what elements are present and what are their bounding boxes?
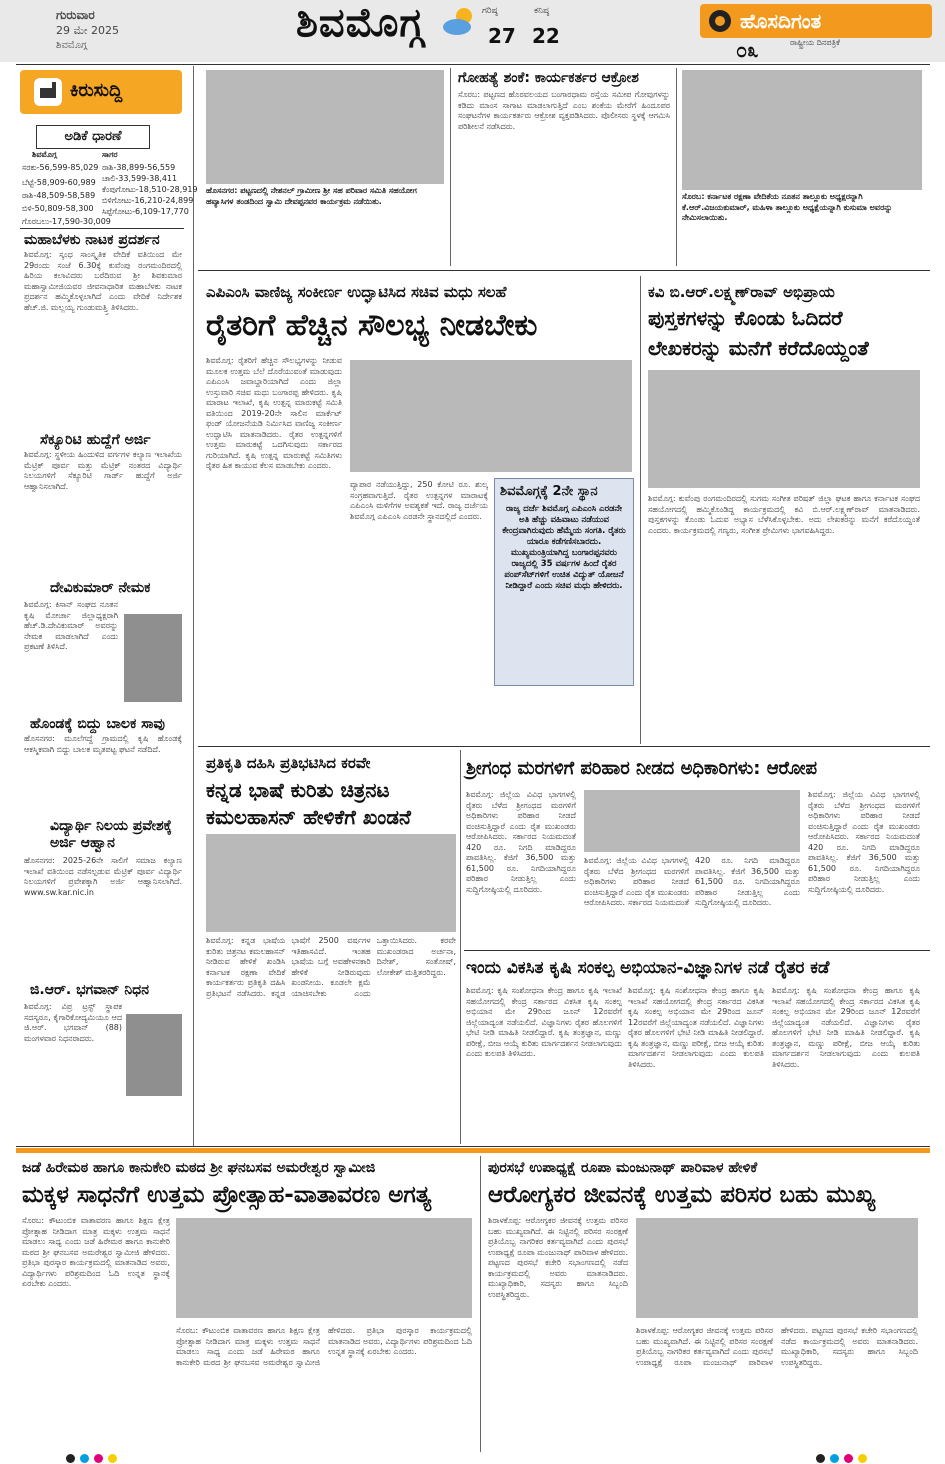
story-body: ಶಿವಮೊಗ್ಗ: ಕುವೆಂಪು ರಂಗಮಂದಿರದಲ್ಲಿ ಸುಗಮ ಸಂಗೀತ ಪರಿಷತ್ ಜಿಲ್ಲಾ ಘಟಕ ಹಾಗೂ ಕರ್ನಾಟಕ ಸಂಘದ ಸಹಯೋಗದಲ್ಲಿ ಹಮ್ಮಿಕೊಂಡಿದ್ದ ಕಾರ್ಯಕ್ರಮದಲ್ಲಿ ಕವಿ ಬಿ.ಆರ್.ಲಕ್ಷ್ಮಣ್‌ರಾವ್ ಮಾತನಾಡಿದರು. ಪುಸ್ತಕಗಳನ್ನು ಕೊಂಡು ಓದುವ ಅಭ್ಯಾಸ ಬೆಳೆಸಿಕೊಳ್ಳಬೇಕು. ಅದು ಲೇಖಕರನ್ನು ಮನೆಗೆ ಕರೆದೊಯ್ದಂತೆ ಎಂದರು. ಕಾರ್ಯಕ್ರಮದಲ್ಲಿ ಗಣ್ಯರು, ಸಂಗೀತ ಪ್ರೇಮಿಗಳು ಭಾಗವಹಿಸಿದ್ದರು. <box>648 494 920 535</box>
photo-caption: ಹೊಸನಗರ: ಪಟ್ಟಣದಲ್ಲಿ ನೇಶನಲ್ ಗ್ರಾಮೀಣ ಶ್ರೀ ಸಹ ಪರಿವಾರ ಸಮಿತಿ ಸಹಯೋಗ ಹವ್ಯಾಸಿಗಳ ತಂಡದಿಂದ ಸ್ವಾಮಿ ದೇವಪ್ಪನವರ ಕಾರ್ಯಕ್ರಮ ನಡೆಯಿತು. <box>206 186 417 206</box>
brief-title: ಹೊಂಡಕ್ಕೆ ಬಿದ್ದು ಬಾಲಕ ಸಾವು <box>30 716 165 732</box>
registration-dot <box>858 1454 867 1463</box>
story-body: ಶಿವಮೊಗ್ಗ: ಕನ್ನಡ ಭಾಷೆಯ ಕುರಿತು ಚಿತ್ರನಟ ಕಮಲಹಾಸನ್ ನೀಡಿರುವ ಹೇಳಿಕೆ ಖಂಡಿಸಿ ಕರ್ನಾಟಕ ರಕ್ಷಣಾ ವೇದಿಕೆ ಕಾರ್ಯಕರ್ತರು ಪ್ರತಿಕೃತಿ ದಹಿಸಿ ಪ್ರತಿಭಟನೆ ನಡೆಸಿದರು. ಕನ್ನಡ ಭಾಷೆಗೆ 2500 ವರ್ಷಗಳ ಇತಿಹಾಸವಿದೆ. ಇಂತಹ ಭಾಷೆಯ ಬಗ್ಗೆ ಅವಹೇಳನಕಾರಿ ಹೇಳಿಕೆ ನೀಡಿರುವುದು ಖಂಡನೀಯ. ಕೂಡಲೇ ಕ್ಷಮೆ ಯಾಚಿಸಬೇಕು ಎಂದು ಒತ್ತಾಯಿಸಿದರು. ಕರವೇ ಮುಖಂಡರಾದ ಅರ್ಚನಾ, ದಿನೇಶ್, ಸಂತೋಷ್, ಲೋಕೇಶ್ ಮತ್ತಿತರರಿದ್ದರು. <box>206 936 456 998</box>
story-body-continued: ಶಿವಮೊಗ್ಗ: ಕೃಷಿ ಸಂಶೋಧನಾ ಕೇಂದ್ರ ಹಾಗೂ ಕೃಷಿ ಇಲಾಖೆ ಸಹಯೋಗದಲ್ಲಿ ಕೇಂದ್ರ ಸರ್ಕಾರದ ವಿಕಸಿತ ಕೃಷಿ ಸಂಕಲ್ಪ ಅಭಿಯಾನ ಮೇ 29ರಿಂದ ಜೂನ್ 12ರವರೆಗೆ ಜಿಲ್ಲೆಯಾದ್ಯಂತ ನಡೆಯಲಿದೆ. ವಿಜ್ಞಾನಿಗಳು ರೈತರ ಹೊಲಗಳಿಗೆ ಭೇಟಿ ನೀಡಿ ಮಾಹಿತಿ ನೀಡಲಿದ್ದಾರೆ. ಕೃಷಿ ತಂತ್ರಜ್ಞಾನ, ಮಣ್ಣು ಪರೀಕ್ಷೆ, ಬೀಜ ಆಯ್ಕೆ ಕುರಿತು ಮಾರ್ಗದರ್ಶನ ನೀಡಲಾಗುವುದು ಎಂದು ಕುಲಪತಿ ತಿಳಿಸಿದರು. <box>628 986 764 1069</box>
story-kicker: ಪ್ರತಿಕೃತಿ ದಹಿಸಿ ಪ್ರತಿಭಟಿಸಿದ ಕರವೇ <box>206 754 371 772</box>
highlight-box-title: ಶಿವಮೊಗ್ಗಕ್ಕೆ 2ನೇ ಸ್ಥಾನ <box>500 484 598 499</box>
story-headline: ಮಕ್ಕಳ ಸಾಧನೆಗೆ ಉತ್ತಮ ಪ್ರೋತ್ಸಾಹ-ವಾತಾವರಣ ಅಗತ್ಯ <box>22 1182 432 1208</box>
registration-dot <box>844 1454 853 1463</box>
registration-dot <box>108 1454 117 1463</box>
column-rule <box>640 276 641 744</box>
brief-body: ಶಿವಮೊಗ್ಗ: ಸ್ಕಂಧ ಸಾಂಸ್ಕೃತಿಕ ವೇದಿಕೆ ವತಿಯಿಂದ ಮೇ 29ರಂದು ಸಂಜೆ 6.30ಕ್ಕೆ ಕುವೆಂಪು ರಂಗಮಂದಿರದಲ್ಲಿ ಹಿರಿಯ ಕಲಾವಿದರು ಬರೆದಿರುವ ಶ್ರೀ ಶಿವಕುಮಾರ ಮಹಾಸ್ವಾಮೀಜಿಯವರ ಜೀವನಾಧಾರಿತ ಮಹಾಬೆಳಕು ನಾಟಕ ಪ್ರದರ್ಶನ ಹಮ್ಮಿಕೊಳ್ಳಲಾಗಿದೆ ಎಂದು ವೇದಿಕೆ ನಿರ್ದೇಶಕ ಹೆಚ್.ಜಿ. ಮಲ್ಲಯ್ಯ ಗುಂಡುಮತ್ತ್ತಿ ತಿಳಿಸಿದರು. <box>24 250 182 312</box>
story-headline: ರೈತರಿಗೆ ಹೆಚ್ಚಿನ ಸೌಲಭ್ಯ ನೀಡಬೇಕು <box>206 308 538 343</box>
brief-body: ಶಿವಮೊಗ್ಗ: ಕಿಸಾನ್ ಸಂಘದ ನೂತನ ಕೃಷಿ ಮೋರ್ಚಾ ಜಿಲ್ಲಾಧ್ಯಕ್ಷರಾಗಿ ಹೆಚ್.ಡಿ.ದೇವಿಕುಮಾರ್ ಅವರನ್ನು ನೇಮಕ ಮಾಡಲಾಗಿದೆ ಎಂದು ಪ್ರಕಟಣೆ ತಿಳಿಸಿದೆ. <box>24 600 118 651</box>
story-body-continued: ಸೊರಬ: ಕೌಟುಂಬಿಕ ವಾತಾವರಣ ಹಾಗೂ ಶಿಕ್ಷಣ ಕ್ಷೇತ್ರ ಪ್ರೋತ್ಸಾಹ ನೀಡಿದಾಗ ಮಾತ್ರ ಮಕ್ಕಳು ಉತ್ತಮ ಸಾಧನೆ ಮಾಡಲು ಸಾಧ್ಯ ಎಂದು ಜಡೆ ಹಿರೇಮಠ ಹಾಗೂ ಕಾನುಕೇರಿ ಮಠದ ಶ್ರೀ ಘನಬಸವ ಅಮರೇಶ್ವರ ಸ್ವಾಮೀಜಿ ಹೇಳಿದರು. ಪ್ರತಿಭಾ ಪುರಸ್ಕಾರ ಕಾರ್ಯಕ್ರಮದಲ್ಲಿ ಮಾತನಾಡಿದ ಅವರು, ವಿದ್ಯಾರ್ಥಿಗಳು ಪರಿಶ್ರಮದಿಂದ ಓದಿ ಉನ್ನತ ಸ್ಥಾನಕ್ಕೆ ಏರಬೇಕು ಎಂದರು. <box>176 1326 472 1367</box>
person-photo <box>126 1014 182 1096</box>
story-headline: ಆರೋಗ್ಯಕರ ಜೀವನಕ್ಕೆ ಉತ್ತಮ ಪರಿಸರ ಬಹು ಮುಖ್ಯ <box>488 1182 876 1208</box>
market-a-2: ರಾಶಿ-48,509-58,589 <box>22 191 96 200</box>
event-photo <box>176 1218 472 1318</box>
pointing-hand-icon <box>30 74 66 110</box>
protest-photo <box>206 834 456 932</box>
story-kicker: ಜಡೆ ಹಿರೇಮಠ ಹಾಗೂ ಕಾನುಕೇರಿ ಮಠದ ಶ್ರೀ ಘನಬಸವ ಅಮರೇಶ್ವರ ಸ್ವಾಮೀಜಿ <box>22 1160 376 1176</box>
registration-dot <box>66 1454 75 1463</box>
brief-body: ಶಿವಮೊಗ್ಗ: ಸ್ಥಳೀಯ ಹಿಂದುಳಿದ ವರ್ಗಗಳ ಕಲ್ಯಾಣ ಇಲಾಖೆಯ ಮೆಟ್ರಿಕ್ ಪೂರ್ವ ಮತ್ತು ಮೆಟ್ರಿಕ್ ನಂತರದ ವಿದ್ಯಾರ್ಥಿ ನಿಲಯಗಳಿಗೆ ಸೆಕ್ಯೂರಿಟಿ ಗಾರ್ಡ್ ಹುದ್ದೆಗೆ ಅರ್ಜಿ ಆಹ್ವಾನಿಸಲಾಗಿದೆ. <box>24 450 182 491</box>
section-bar <box>16 1148 930 1153</box>
story-body-continued: ವ್ಯಾಪಾರ ನಡೆಯುತ್ತಿದ್ದು, 250 ಕೋಟಿ ರೂ. ಶುಲ್ಕ ಸಂಗ್ರಹವಾಗುತ್ತಿದೆ. ರೈತರ ಉತ್ಪನ್ನಗಳ ಮಾರಾಟಕ್ಕೆ ಎಪಿಎಂಸಿ ಮಳಿಗೆಗಳ ಅವಶ್ಯಕತೆ ಇದೆ. ರಾಜ್ಯ ದರ್ಜೆಯ ಶಿವಮೊಗ್ಗ ಎಪಿಎಂಸಿ ಎರಡನೇ ಸ್ಥಾನದಲ್ಲಿದೆ ಎಂದರು. <box>350 480 488 521</box>
header-date: 29 ಮೇ 2025 <box>56 24 120 37</box>
weather-cloud-icon <box>440 6 478 38</box>
event-photo <box>636 1218 918 1318</box>
market-a-name: ಶಿವಮೊಗ್ಗ <box>32 150 57 159</box>
story-body-continued: ಶಿವಮೊಗ್ಗ: ಜಿಲ್ಲೆಯ ವಿವಿಧ ಭಾಗಗಳಲ್ಲಿ ರೈತರು ಬೆಳೆದ ಶ್ರೀಗಂಧದ ಮರಗಳಿಗೆ ಅಧಿಕಾರಿಗಳು ಪರಿಹಾರ ನೀಡದೆ ವಂಚಿಸುತ್ತಿದ್ದಾರೆ ಎಂದು ರೈತ ಮುಖಂಡರು ಆರೋಪಿಸಿದರು. ಸರ್ಕಾರದ ನಿಯಮದಂತೆ 420 ರೂ. ನಿಗದಿ ಮಾಡಿದ್ದರೂ ಪಾವತಿಸಿಲ್ಲ. ಕೆಜಿಗೆ 36,500 ಮತ್ತು 61,500 ರೂ. ನಿಗದಿಯಾಗಿದ್ದರೂ ಪರಿಹಾರ ನೀಡುತ್ತಿಲ್ಲ ಎಂದು ಸುದ್ದಿಗೋಷ್ಠಿಯಲ್ಲಿ ದೂರಿದರು. <box>808 790 920 894</box>
registration-dot <box>94 1454 103 1463</box>
section-rule <box>198 270 930 271</box>
market-b-0: ರಾಶಿ-38,899-56,559 <box>102 163 176 172</box>
event-photo <box>584 790 800 852</box>
market-rule <box>20 228 184 229</box>
story-body: ಶಿವಮೊಗ್ಗ: ಜಿಲ್ಲೆಯ ವಿವಿಧ ಭಾಗಗಳಲ್ಲಿ ರೈತರು ಬೆಳೆದ ಶ್ರೀಗಂಧದ ಮರಗಳಿಗೆ ಅಧಿಕಾರಿಗಳು ಪರಿಹಾರ ನೀಡದೆ ವಂಚಿಸುತ್ತಿದ್ದಾರೆ ಎಂದು ರೈತ ಮುಖಂಡರು ಆರೋಪಿಸಿದರು. ಸರ್ಕಾರದ ನಿಯಮದಂತೆ 420 ರೂ. ನಿಗದಿ ಮಾಡಿದ್ದರೂ ಪಾವತಿಸಿಲ್ಲ. ಕೆಜಿಗೆ 36,500 ಮತ್ತು 61,500 ರೂ. ನಿಗದಿಯಾಗಿದ್ದರೂ ಪರಿಹಾರ ನೀಡುತ್ತಿಲ್ಲ ಎಂದು ಸುದ್ದಿಗೋಷ್ಠಿಯಲ್ಲಿ ದೂರಿದರು. <box>466 790 576 894</box>
brief-title: ಜಿ.ಆರ್. ಭಗವಾನ್ ನಿಧನ <box>30 982 149 998</box>
brief-title: ದೇವಿಕುಮಾರ್ ನೇಮಕ <box>50 580 151 596</box>
market-a-1: ಬೆಟ್ಟೆ-58,909-60,989 <box>22 178 96 187</box>
market-b-1: ಚಾಲಿ-33,599-38,411 <box>102 174 178 183</box>
story-headline: ಶ್ರೀಗಂಧ ಮರಗಳಿಗೆ ಪರಿಹಾರ ನೀಡದ ಅಧಿಕಾರಿಗಳು: ಆರೋಪ <box>466 758 818 779</box>
story-body-continued: ಶಿರಾಳಕೊಪ್ಪ: ಆರೋಗ್ಯಕರ ಜೀವನಕ್ಕೆ ಉತ್ತಮ ಪರಿಸರ ಬಹು ಮುಖ್ಯವಾಗಿದೆ. ಈ ನಿಟ್ಟಿನಲ್ಲಿ ಪರಿಸರ ಸಂರಕ್ಷಣೆ ಪ್ರತಿಯೊಬ್ಬ ನಾಗರಿಕರ ಕರ್ತವ್ಯವಾಗಿದೆ ಎಂದು ಪುರಸಭೆ ಉಪಾಧ್ಯಕ್ಷೆ ರೂಪಾ ಮಂಜುನಾಥ್ ಪಾರಿವಾಳ ಹೇಳಿದರು. ಪಟ್ಟಣದ ಪುರಸಭೆ ಕಚೇರಿ ಸಭಾಂಗಣದಲ್ಲಿ ನಡೆದ ಕಾರ್ಯಕ್ರಮದಲ್ಲಿ ಅವರು ಮಾತನಾಡಿದರು. ಮುಖ್ಯಾಧಿಕಾರಿ, ಸದಸ್ಯರು ಹಾಗೂ ಸಿಬ್ಬಂದಿ ಉಪಸ್ಥಿತರಿದ್ದರು. <box>636 1326 918 1367</box>
highlight-box-body: ರಾಜ್ಯ ದರ್ಜೆ ಶಿವಮೊಗ್ಗ ಎಪಿಎಂಸಿ ಎರಡನೇ ಅತಿ ಹೆಚ್ಚು ವಹಿವಾಟು ನಡೆಯುವ ಕೇಂದ್ರವಾಗಿರುವುದು ಹೆಮ್ಮೆಯ ಸಂಗತಿ. ರೈತರು ಯಾರೂ ಕಡೆಗಣಿಸಬಾರದು. ಮುಖ್ಯಮಂತ್ರಿಯಾಗಿದ್ದ ಬಂಗಾರಪ್ಪನವರು ರಾಜ್ಯದಲ್ಲಿ 35 ವರ್ಷಗಳ ಹಿಂದೆ ರೈತರ ಪಂಪ್‌ಸೆಟ್‌ಗಳಿಗೆ ಉಚಿತ ವಿದ್ಯುತ್ ಯೋಜನೆ ನೀಡಿದ್ದಾರೆ ಎಂದು ಸಚಿವ ಮಧು ಹೇಳಿದರು. <box>502 504 626 591</box>
registration-dot <box>830 1454 839 1463</box>
column-rule <box>676 68 677 266</box>
market-b-2: ಕೆಂಪುಗೋಟು-18,510-28,919 <box>102 185 198 194</box>
brief-title: ಮಹಾಬೆಳಕು ನಾಟಕ ಪ್ರದರ್ಶನ <box>24 232 160 248</box>
header-rule <box>16 64 930 65</box>
brand-logo-icon <box>708 9 732 33</box>
column-rule <box>450 68 451 266</box>
event-photo <box>682 70 922 190</box>
adike-dharane-label: ಅಡಿಕೆ ಧಾರಣೆ <box>36 125 150 149</box>
left-column-rule <box>193 66 194 1146</box>
min-temp-label: ಕನಿಷ್ಠ <box>534 6 550 16</box>
story-body: ಶಿರಾಳಕೊಪ್ಪ: ಆರೋಗ್ಯಕರ ಜೀವನಕ್ಕೆ ಉತ್ತಮ ಪರಿಸರ ಬಹು ಮುಖ್ಯವಾಗಿದೆ. ಈ ನಿಟ್ಟಿನಲ್ಲಿ ಪರಿಸರ ಸಂರಕ್ಷಣೆ ಪ್ರತಿಯೊಬ್ಬ ನಾಗರಿಕರ ಕರ್ತವ್ಯವಾಗಿದೆ ಎಂದು ಪುರಸಭೆ ಉಪಾಧ್ಯಕ್ಷೆ ರೂಪಾ ಮಂಜುನಾಥ್ ಪಾರಿವಾಳ ಹೇಳಿದರು. ಪಟ್ಟಣದ ಪುರಸಭೆ ಕಚೇರಿ ಸಭಾಂಗಣದಲ್ಲಿ ನಡೆದ ಕಾರ್ಯಕ್ರಮದಲ್ಲಿ ಅವರು ಮಾತನಾಡಿದರು. ಮುಖ್ಯಾಧಿಕಾರಿ, ಸದಸ್ಯರು ಹಾಗೂ ಸಿಬ್ಬಂದಿ ಉಪಸ್ಥಿತರಿದ್ದರು. <box>488 1216 628 1299</box>
story-body: ಶಿವಮೊಗ್ಗ: ರೈತರಿಗೆ ಹೆಚ್ಚಿನ ಸೌಲಭ್ಯಗಳನ್ನು ನೀಡುವ ಮೂಲಕ ಉತ್ತಮ ಬೆಲೆ ದೊರೆಯುವಂತೆ ಮಾಡುವುದು ಎಪಿಎಂಸಿ ಜವಾಬ್ದಾರಿಯಾಗಿದೆ ಎಂದು ಜಿಲ್ಲಾ ಉಸ್ತುವಾರಿ ಸಚಿವ ಮಧು ಬಂಗಾರಪ್ಪ ಹೇಳಿದರು. ಕೃಷಿ ಮಾರಾಟ ಇಲಾಖೆ, ಕೃಷಿ ಉತ್ಪನ್ನ ಮಾರುಕಟ್ಟೆ ಸಮಿತಿ ವತಿಯಿಂದ 2019-20ನೇ ಸಾಲಿನ ಮಾರ್ಕೆಟ್ ಫಂಡ್ ಯೋಜನೆಯಡಿ ನಿರ್ಮಿಸಿದ ವಾಣಿಜ್ಯ ಸಂಕೀರ್ಣ ಉದ್ಘಾಟಿಸಿ ಮಾತನಾಡಿದರು. ರೈತರ ಉತ್ಪನ್ನಗಳಿಗೆ ಉತ್ತಮ ಮಾರುಕಟ್ಟೆ ಒದಗಿಸುವುದು ಸರ್ಕಾರದ ಗುರಿಯಾಗಿದೆ. ಕೃಷಿ ಉತ್ಪನ್ನ ಮಾರುಕಟ್ಟೆ ಸಮಿತಿಗಳು ರೈತರ ಹಿತ ಕಾಯುವ ಕೆಲಸ ಮಾಡಬೇಕು ಎಂದರು. <box>206 356 342 470</box>
story-title: ಗೋಹತ್ಯೆ ಶಂಕೆ: ಕಾರ್ಯಕರ್ತರ ಆಕ್ರೋಶ <box>458 70 639 86</box>
photo-caption: ಸೊರಬ: ಕರ್ನಾಟಕ ರಕ್ಷಣಾ ವೇದಿಕೆಯ ನೂತನ ತಾಲ್ಲೂಕು ಅಧ್ಯಕ್ಷರನ್ನಾಗಿ ಕೆ.ಆರ್.ವಿಜಯಕುಮಾರ್, ಮಹಿಳಾ ತಾಲ್ಲೂಕು ಅಧ್ಯಕ್ಷೆಯನ್ನಾಗಿ ಕುಸುಮಾ ಅವರನ್ನು ನೇಮಿಸಲಾಯಿತು. <box>682 192 893 222</box>
story-headline: ಇಂದು ವಿಕಸಿತ ಕೃಷಿ ಸಂಕಲ್ಪ ಅಭಿಯಾನ-ವಿಜ್ಞಾನಿಗಳ ನಡೆ ರೈತರ ಕಡೆ <box>466 958 830 978</box>
column-rule <box>480 1156 481 1452</box>
kirusuddi-label: ಕಿರುಸುದ್ದಿ <box>70 80 123 101</box>
story-kicker: ಪುರಸಭೆ ಉಪಾಧ್ಯಕ್ಷೆ ರೂಪಾ ಮಂಜುನಾಥ್ ಪಾರಿವಾಳ ಹೇಳಿಕೆ <box>488 1160 758 1176</box>
event-photo <box>648 370 920 488</box>
story-body-continued: ಶಿವಮೊಗ್ಗ: ಜಿಲ್ಲೆಯ ವಿವಿಧ ಭಾಗಗಳಲ್ಲಿ ರೈತರು ಬೆಳೆದ ಶ್ರೀಗಂಧದ ಮರಗಳಿಗೆ ಅಧಿಕಾರಿಗಳು ಪರಿಹಾರ ನೀಡದೆ ವಂಚಿಸುತ್ತಿದ್ದಾರೆ ಎಂದು ರೈತ ಮುಖಂಡರು ಆರೋಪಿಸಿದರು. ಸರ್ಕಾರದ ನಿಯಮದಂತೆ 420 ರೂ. ನಿಗದಿ ಮಾಡಿದ್ದರೂ ಪಾವತಿಸಿಲ್ಲ. ಕೆಜಿಗೆ 36,500 ಮತ್ತು 61,500 ರೂ. ನಿಗದಿಯಾಗಿದ್ದರೂ ಪರಿಹಾರ ನೀಡುತ್ತಿಲ್ಲ ಎಂದು ಸುದ್ದಿಗೋಷ್ಠಿಯಲ್ಲಿ ದೂರಿದರು. <box>584 856 800 907</box>
market-a-3: ಬಿಳಿ-50,809-58,300 <box>22 204 94 213</box>
brief-body: ಶಿವಮೊಗ್ಗ: ವಿಪ್ರ ಟ್ರಸ್ಟ್ ಸ್ಥಾಪಕ ಸದಸ್ಯರೂ, ಕೈಗಾರಿಕೋದ್ಯಮಿಯೂ ಆದ ಜಿ.ಆರ್. ಭಗವಾನ್ (88) ಮಂಗಳವಾರ ನಿಧನರಾದರು. <box>24 1002 122 1043</box>
event-photo <box>350 360 632 472</box>
column-rule <box>460 750 461 1144</box>
brand-tagline: ರಾಷ್ಟ್ರೀಯ ದಿನಪತ್ರಿಕೆ <box>790 38 840 47</box>
max-temp-value: 27 <box>488 24 516 48</box>
brief-title: ವಿದ್ಯಾರ್ಥಿ ನಿಲಯ ಪ್ರವೇಶಕ್ಕೆ ಅರ್ಜಿ ಆಹ್ವಾನ <box>50 818 172 851</box>
market-b-name: ಸಾಗರ <box>102 150 118 159</box>
page-number: ೦೩ <box>736 38 759 62</box>
story-headline: ಕಮಲಹಾಸನ್ ಹೇಳಿಕೆಗೆ ಖಂಡನೆ <box>206 805 411 829</box>
story-headline: ಪುಸ್ತಕಗಳನ್ನು ಕೊಂಡು ಓದಿದರೆ <box>648 306 843 330</box>
masthead-title: ಶಿವಮೊಗ್ಗ <box>296 0 425 46</box>
story-body-continued: ಶಿವಮೊಗ್ಗ: ಕೃಷಿ ಸಂಶೋಧನಾ ಕೇಂದ್ರ ಹಾಗೂ ಕೃಷಿ ಇಲಾಖೆ ಸಹಯೋಗದಲ್ಲಿ ಕೇಂದ್ರ ಸರ್ಕಾರದ ವಿಕಸಿತ ಕೃಷಿ ಸಂಕಲ್ಪ ಅಭಿಯಾನ ಮೇ 29ರಿಂದ ಜೂನ್ 12ರವರೆಗೆ ಜಿಲ್ಲೆಯಾದ್ಯಂತ ನಡೆಯಲಿದೆ. ವಿಜ್ಞಾನಿಗಳು ರೈತರ ಹೊಲಗಳಿಗೆ ಭೇಟಿ ನೀಡಿ ಮಾಹಿತಿ ನೀಡಲಿದ್ದಾರೆ. ಕೃಷಿ ತಂತ್ರಜ್ಞಾನ, ಮಣ್ಣು ಪರೀಕ್ಷೆ, ಬೀಜ ಆಯ್ಕೆ ಕುರಿತು ಮಾರ್ಗದರ್ಶನ ನೀಡಲಾಗುವುದು ಎಂದು ಕುಲಪತಿ ತಿಳಿಸಿದರು. <box>772 986 920 1069</box>
registration-dot <box>80 1454 89 1463</box>
section-rule <box>198 746 930 747</box>
max-temp-label: ಗರಿಷ್ಠ <box>482 6 498 16</box>
market-b-3: ಬಿಳಿಗೋಟು-16,210-24,899 <box>102 196 194 205</box>
person-photo <box>124 614 182 702</box>
registration-dot <box>816 1454 825 1463</box>
newspaper-brand: ಹೊಸದಿಗಂತ <box>700 4 932 38</box>
story-kicker: ಎಪಿಎಂಸಿ ವಾಣಿಜ್ಯ ಸಂಕೀರ್ಣ ಉದ್ಘಾಟಿಸಿದ ಸಚಿವ ಮಧು ಸಲಹೆ <box>206 283 507 301</box>
story-headline: ಲೇಖಕರನ್ನು ಮನೆಗೆ ಕರೆದೊಯ್ದಂತೆ <box>648 336 869 360</box>
header-day: ಗುರುವಾರ <box>56 8 95 22</box>
brief-body: ಹೊಸನಗರ: 2025-26ನೇ ಸಾಲಿಗೆ ಸಮಾಜ ಕಲ್ಯಾಣ ಇಲಾಖೆ ವತಿಯಿಂದ ನಡೆಸಲ್ಪಡುವ ಮೆಟ್ರಿಕ್ ಪೂರ್ವ ವಿದ್ಯಾರ್ಥಿ ನಿಲಯಗಳಿಗೆ ಪ್ರವೇಶಕ್ಕಾಗಿ ಅರ್ಜಿ ಆಹ್ವಾನಿಸಲಾಗಿದೆ. www.sw.kar.nic.in <box>24 856 182 897</box>
story-kicker: ಕವಿ ಬಿ.ಆರ್.ಲಕ್ಷ್ಮಣ್‌ರಾವ್ ಅಭಿಪ್ರಾಯ <box>648 283 835 301</box>
story-headline: ಕನ್ನಡ ಭಾಷೆ ಕುರಿತು ಚಿತ್ರನಟ <box>206 778 390 802</box>
section-rule <box>464 950 930 951</box>
market-a-0: ಸರಕು-56,599-85,029 <box>22 163 99 172</box>
story-body: ಸೊರಬ: ಪಟ್ಟಣದ ಹೊರವಲಯದ ಬಂಗಾರಧಾಮ ರಸ್ತೆಯ ಸಮೀಪ ಗೋವುಗಳನ್ನು ಕಡಿದು ಮಾಂಸ ಸಾಗಾಟ ಮಾಡಲಾಗುತ್ತಿದೆ ಎಂಬ ಶಂಕೆಯ ಮೇರೆಗೆ ಹಿಂದೂಪರ ಸಂಘಟನೆಗಳ ಕಾರ್ಯಕರ್ತರು ಆಕ್ರೋಶ ವ್ಯಕ್ತಪಡಿಸಿದರು. ಪೊಲೀಸರು ಸ್ಥಳಕ್ಕೆ ಆಗಮಿಸಿ ಪರಿಶೀಲನೆ ನಡೆಸಿದರು. <box>458 90 670 131</box>
market-a-4: ಗೊರಬಲು-17,590-30,009 <box>22 217 111 226</box>
min-temp-value: 22 <box>532 24 560 48</box>
story-body: ಸೊರಬ: ಕೌಟುಂಬಿಕ ವಾತಾವರಣ ಹಾಗೂ ಶಿಕ್ಷಣ ಕ್ಷೇತ್ರ ಪ್ರೋತ್ಸಾಹ ನೀಡಿದಾಗ ಮಾತ್ರ ಮಕ್ಕಳು ಉತ್ತಮ ಸಾಧನೆ ಮಾಡಲು ಸಾಧ್ಯ ಎಂದು ಜಡೆ ಹಿರೇಮಠ ಹಾಗೂ ಕಾನುಕೇರಿ ಮಠದ ಶ್ರೀ ಘನಬಸವ ಅಮರೇಶ್ವರ ಸ್ವಾಮೀಜಿ ಹೇಳಿದರು. ಪ್ರತಿಭಾ ಪುರಸ್ಕಾರ ಕಾರ್ಯಕ್ರಮದಲ್ಲಿ ಮಾತನಾಡಿದ ಅವರು, ವಿದ್ಯಾರ್ಥಿಗಳು ಪರಿಶ್ರಮದಿಂದ ಓದಿ ಉನ್ನತ ಸ್ಥಾನಕ್ಕೆ ಏರಬೇಕು ಎಂದರು. <box>22 1216 170 1288</box>
event-photo <box>206 70 444 184</box>
brief-title: ಸೆಕ್ಯೂರಿಟಿ ಹುದ್ದೆಗೆ ಅರ್ಜಿ <box>40 432 151 448</box>
header-city: ಶಿವಮೊಗ್ಗ <box>56 40 88 51</box>
story-body: ಶಿವಮೊಗ್ಗ: ಕೃಷಿ ಸಂಶೋಧನಾ ಕೇಂದ್ರ ಹಾಗೂ ಕೃಷಿ ಇಲಾಖೆ ಸಹಯೋಗದಲ್ಲಿ ಕೇಂದ್ರ ಸರ್ಕಾರದ ವಿಕಸಿತ ಕೃಷಿ ಸಂಕಲ್ಪ ಅಭಿಯಾನ ಮೇ 29ರಿಂದ ಜೂನ್ 12ರವರೆಗೆ ಜಿಲ್ಲೆಯಾದ್ಯಂತ ನಡೆಯಲಿದೆ. ವಿಜ್ಞಾನಿಗಳು ರೈತರ ಹೊಲಗಳಿಗೆ ಭೇಟಿ ನೀಡಿ ಮಾಹಿತಿ ನೀಡಲಿದ್ದಾರೆ. ಕೃಷಿ ತಂತ್ರಜ್ಞಾನ, ಮಣ್ಣು ಪರೀಕ್ಷೆ, ಬೀಜ ಆಯ್ಕೆ ಕುರಿತು ಮಾರ್ಗದರ್ಶನ ನೀಡಲಾಗುವುದು ಎಂದು ಕುಲಪತಿ ತಿಳಿಸಿದರು. <box>466 986 622 1058</box>
brief-body: ಹೊಸನಗರ: ಮೂಲೆಗದ್ದೆ ಗ್ರಾಮದಲ್ಲಿ ಕೃಷಿ ಹೊಂಡಕ್ಕೆ ಆಕಸ್ಮಿಕವಾಗಿ ಬಿದ್ದು ಬಾಲಕ ಮೃತಪಟ್ಟ ಘಟನೆ ನಡೆದಿದೆ. <box>24 734 182 754</box>
market-b-4: ಸಿಪ್ಪೆಗೋಟು-6,109-17,770 <box>102 207 189 216</box>
section-rule <box>16 1146 930 1147</box>
